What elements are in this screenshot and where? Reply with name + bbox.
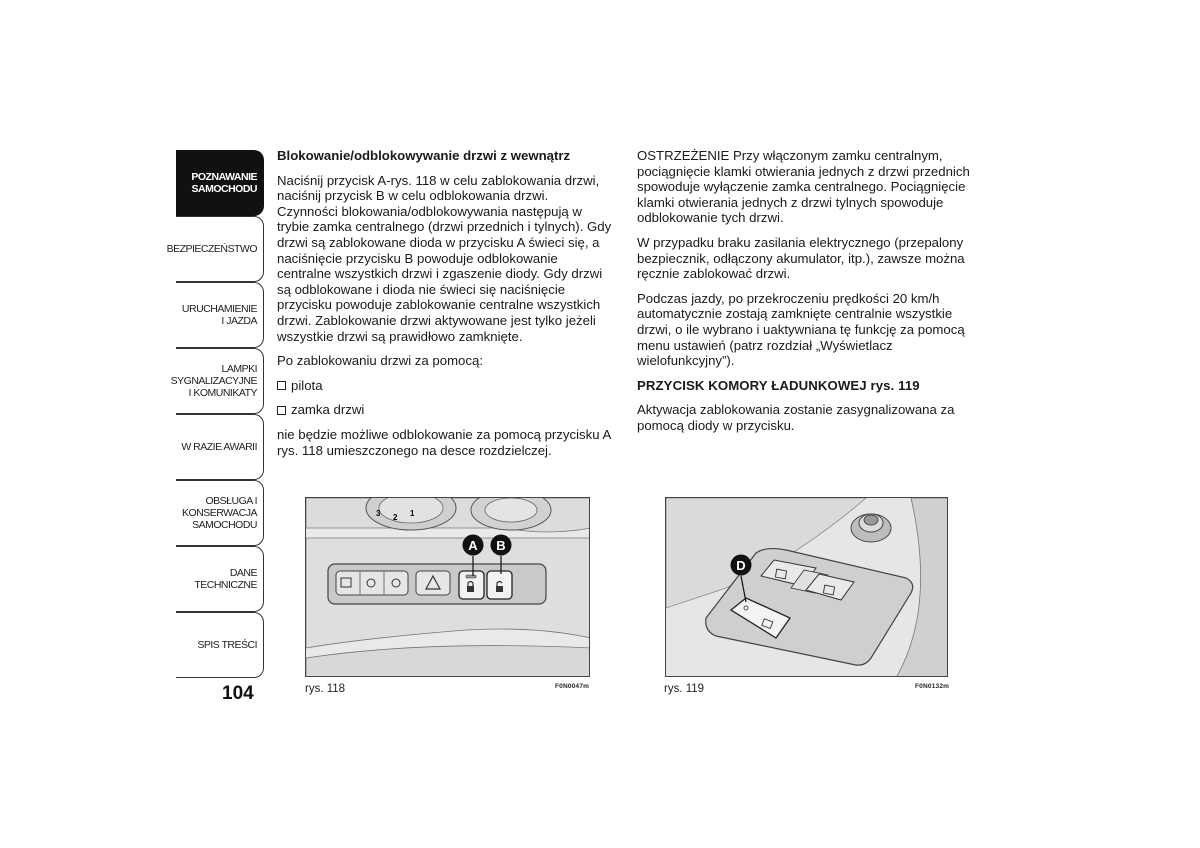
dial-number: 1 [410,509,415,518]
checkbox-bullet-icon [277,406,286,415]
tab-label: DANE TECHNICZNE [194,567,257,591]
tab-label: LAMPKI SYGNALIZACYJNE I KOMUNIKATY [170,363,257,399]
checkbox-bullet-icon [277,381,286,390]
list-item-text: pilota [291,377,323,393]
tab-label: URUCHAMIENIE I JAZDA [181,303,257,327]
list-item [277,378,612,394]
tab-label: BEZPIECZEŃSTWO [166,243,257,255]
figure-code: F0N0047m [555,683,590,690]
tab-label: SPIS TREŚCI [197,639,257,651]
tab-label: W RAZIE AWARII [181,441,257,453]
paragraph: nie będzie możliwe odblokowanie za pomocą przycisku A rys. 118 umieszczonego na desce rozdzielczej. [277,426,611,458]
list-item [277,402,612,418]
tab-label: OBSŁUGA I KONSERWACJA SAMOCHODU [181,495,257,531]
callout-label-a: A [468,538,478,553]
section-heading: PRZYCISK KOMORY ŁADUNKOWEJ rys. 119 [637,377,920,393]
figure-119-door-panel-buttons [665,497,948,677]
tab-obsluga-i-konserwacja[interactable] [176,480,264,546]
figure-code: F0N0132m [915,683,950,690]
figure-caption: rys. 119 [664,683,705,695]
right-text-column [637,148,982,443]
tab-label: POZNAWANIE SAMOCHODU [191,171,257,195]
tab-bezpieczenstwo[interactable] [166,216,264,282]
tab-lampki-sygnalizacyjne[interactable] [170,348,264,414]
paragraph: Naciśnij przycisk A-rys. 118 w celu zablokowania drzwi, naciśnij przycisk B w celu odblokowania drzwi. Czynności blokowania/odblokowywania następują w trybie zamka centralnego (drzwi przednich i tylnych). Gdy drzwi są zablokowane dioda w przycisku A świeci się, a naciśnięcie przycisku B powoduje odblokowanie centralne wszystkich drzwi i zgaszenie diody. Gdy drzwi są odblokowane i dioda nie świeci się naciśnięcie przycisku powoduje zablokowanie centralne wszystkich drzwi. Zablokowanie drzwi aktywowane jest tylko jeżeli wszystkie drzwi są prawidłowo zamknięte. [277,172,612,344]
paragraph: W przypadku braku zasilania elektrycznego (przepalony bezpiecznik, odłączony akumulator, itp.), zawsze można ręcznie zablokować drzwi. [637,234,965,282]
warning-paragraph: OSTRZEŻENIE Przy włączonym zamku centralnym, pociągnięcie klamki otwierania jednych z drzwi przednich spowoduje wyłączenie zamka centralnego. Pociągnięcie klamki otwierania jednych z drzwi tylnych spowoduje odblokowanie tych drzwi. [637,148,970,226]
dial-number: 3 [376,509,381,518]
section-heading: Blokowanie/odblokowywanie drzwi z wewnątrz [277,148,571,163]
callout-label-b: B [496,538,506,553]
left-text-column [277,148,612,467]
page-number: 104 [222,683,254,704]
list-item-text: zamka drzwi [291,402,365,418]
dashboard-illustration [306,498,590,677]
paragraph: Podczas jazdy, po przekroczeniu prędkości 20 km/h automatycznie zostają zamknięte centralnie wszystkie drzwi, o ile wybrano i uaktywniana tę funkcję za pomocą menu ustawień (patrz rozdział „Wyświetlacz wielofunkcyjny”). [637,290,965,369]
tab-dane-techniczne[interactable] [176,546,264,612]
tab-uruchamienie-i-jazda[interactable] [176,282,264,348]
figure-118-dashboard-buttons [305,497,590,677]
paragraph: Aktywacja zablokowania zostanie zasygnalizowana za pomocą diody w przycisku. [637,402,955,433]
tab-poznawanie-samochodu[interactable] [176,150,264,216]
tab-spis-tresci[interactable] [176,612,264,678]
figure-caption: rys. 118 [305,683,346,695]
dial-number: 2 [393,513,398,522]
callout-label-d: D [736,558,746,573]
paragraph: Po zablokowaniu drzwi za pomocą: [277,353,483,369]
tab-w-razie-awarii[interactable] [176,414,264,480]
door-panel-illustration [666,498,948,677]
unlock-button-b [487,571,512,599]
